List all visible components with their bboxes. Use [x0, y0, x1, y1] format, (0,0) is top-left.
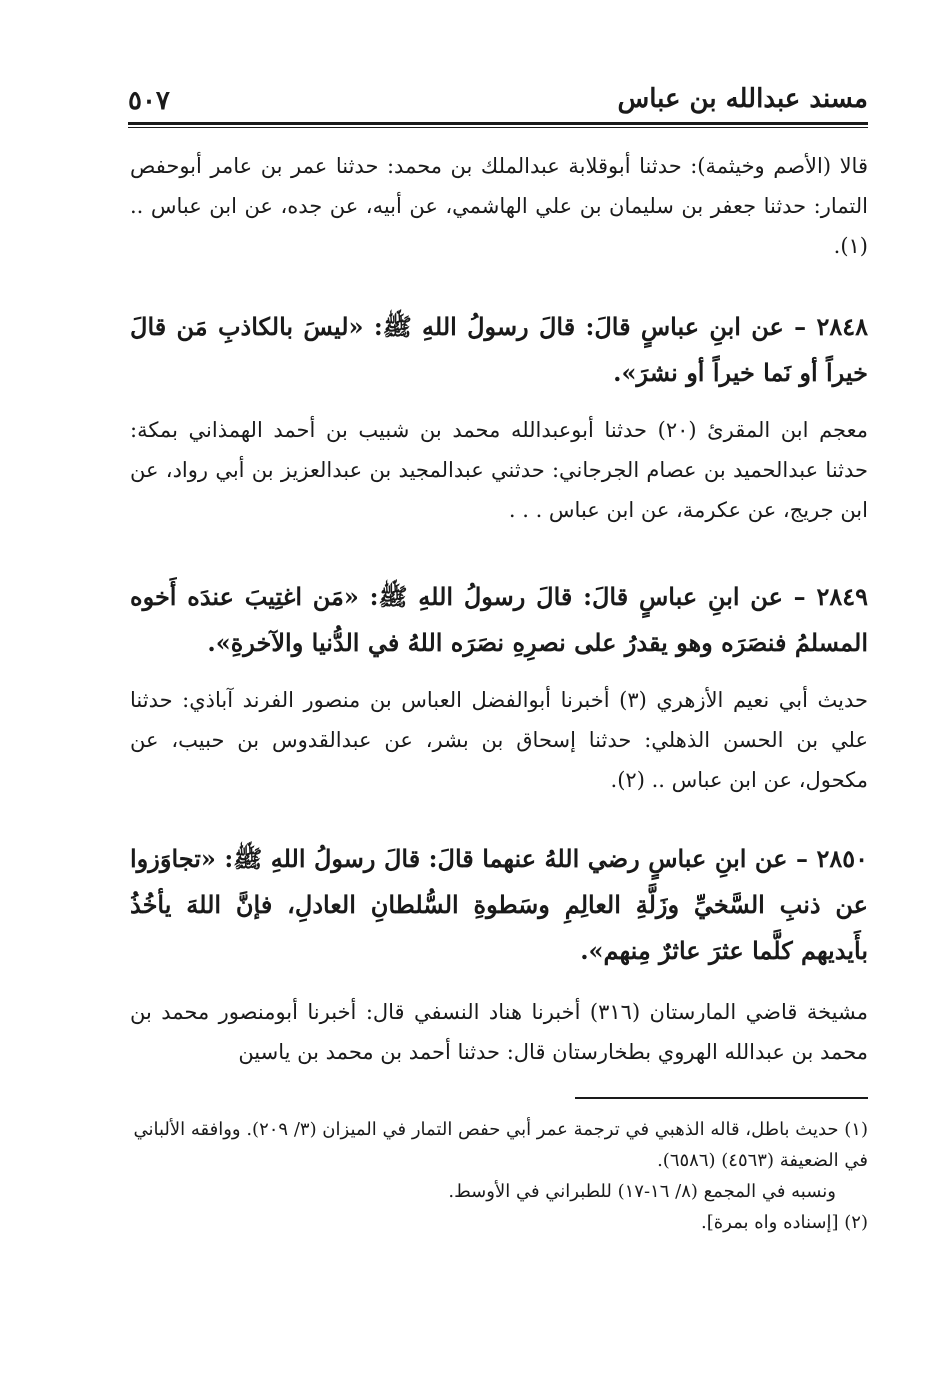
chain-paragraph-3: حديث أبي نعيم الأزهري (٣) أخبرنا أبوالفضل العباس بن منصور الفرند آباذي: حدثنا علي بن الحسن الذهلي: حدثنا إسحاق بن بشر، عن عبدالقدوس بن حبيب، عن مكحول، عن ابن عباس .. (٢). [130, 688, 868, 792]
header-rule [128, 122, 868, 125]
hadith-2848: ٢٨٤٨ – عن ابنِ عباسٍ قالَ: قالَ رسولُ اللهِ ﷺ: «ليسَ بالكاذبِ مَن قالَ خيراً أو نَما خيراً أو نشرَ». [130, 312, 868, 387]
header-rule-thin [128, 127, 868, 128]
footnote-2: (٢) [إسناده واه بمرة]. [700, 1212, 868, 1233]
hadith-2849: ٢٨٤٩ – عن ابنِ عباسٍ قالَ: قالَ رسولُ اللهِ ﷺ: «مَن اغتِيبَ عندَه أَخوه المسلمُ فنصَرَه وهو يقدرُ على نصرِهِ نصَرَه اللهُ في الدُّنيا والآخرةِ». [130, 582, 868, 657]
footnotes [130, 1114, 868, 1238]
chain-paragraph-2: معجم ابن المقرئ (٢٠) حدثنا أبوعبدالله محمد بن شبيب بن أحمد الهمذاني بمكة: حدثنا عبدالحميد بن عصام الجرجاني: حدثني عبدالمجيد بن عبدالعزيز بن أبي رواد، عن ابن جريج، عن عكرمة، عن ابن عباس . . . [130, 418, 868, 522]
page-header [128, 78, 868, 122]
running-title: مسند عبدالله بن عباس [617, 84, 868, 114]
footnote-1: (١) حديث باطل، قاله الذهبي في ترجمة عمر أبي حفص التمار في الميزان (٣/ ٢٠٩). ووافقه الألباني في الضعيفة (٤٥٦٣) (٦٥٨٦). [133, 1119, 868, 1171]
chain-paragraph-1: قالا (الأصم وخيثمة): حدثنا أبوقلابة عبدالملك بن محمد: حدثنا عمر بن عامر أبوحفص التمار: حدثنا جعفر بن سليمان بن علي الهاشمي، عن أبيه، عن جده، عن ابن عباس .. (١). [130, 154, 868, 258]
footnote-separator [575, 1097, 868, 1099]
hadith-2850: ٢٨٥٠ – عن ابنِ عباسٍ رضي اللهُ عنهما قالَ: قالَ رسولُ اللهِ ﷺ: «تجاوَزوا عن ذنبِ السَّخيِّ وزَلَّةِ العالِمِ وسَطوةِ السُّلطانِ العادلِ، فإنَّ اللهَ يأخُذُ بأَيديهم كلَّما عثرَ عاثرٌ مِنهم». [130, 844, 868, 965]
page-number: ٥٠٧ [128, 86, 170, 116]
footnote-1-continuation: ونسبه في المجمع (٨/ ١٦-١٧) للطبراني في الأوسط. [448, 1181, 836, 1202]
chain-paragraph-4: مشيخة قاضي المارستان (٣١٦) أخبرنا هناد النسفي قال: أخبرنا أبومنصور محمد بن محمد بن عبدالله الهروي بطخارستان قال: حدثنا أحمد بن محمد بن ياسين [130, 1000, 868, 1064]
